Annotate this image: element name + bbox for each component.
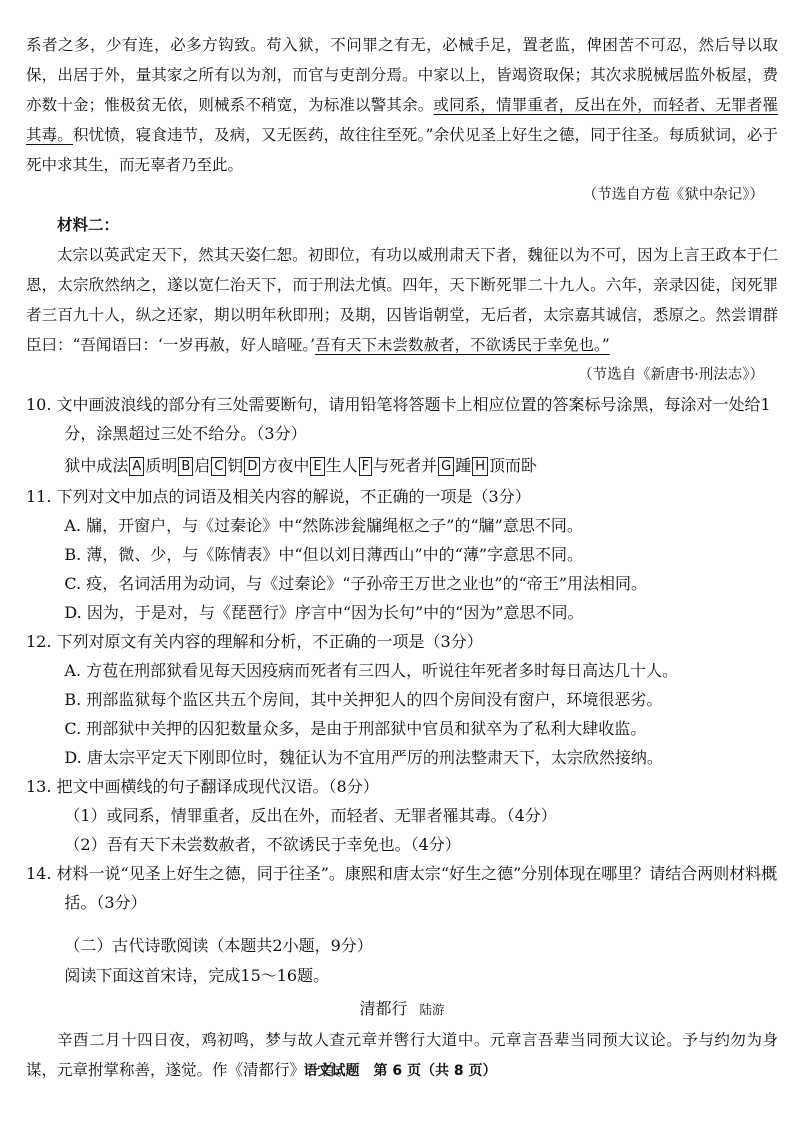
material1-text-c: 积忧愤，寝食违节，及病，又无医药，故往往至死。”余伏见圣上好生之德，同于往圣。每质狱词，必于死中求其生，而无辜者乃至此。	[26, 126, 778, 174]
q12-option-c: C. 刑部狱中关押的囚犯数量众多，是由于刑部狱中官员和狱卒为了私利大肆收监。	[64, 719, 647, 738]
question-12-stem: 12. 下列对原文有关内容的理解和分析，不正确的一项是（3分）	[26, 632, 483, 651]
poem-title-line	[26, 994, 778, 1025]
question-10: 10. 文中画波浪线的部分有三处需要断句，请用铅笔将答题卡上相应位置的答案标号涂黑，每涂对一处给1分，涂黑超过三处不给分。（3分）	[26, 395, 771, 443]
material1-text-a: 系者之多，少有连，必多方钩致。苟入狱，不问罪之有无，必械手足，置老监，俾困苦不可忍，然后导以取保，出居于外，量其家之所有以为剂，而官与吏剖分焉。中家以上，皆竭资取保；其次求脱械居监外板屋，费亦数十金；惟极贫无依，则械系不稍宽，为标准以警其余。	[26, 36, 778, 114]
q11-option-d: D. 因为，于是对，与《琵琶行》序言中“因为长句”中的“因为”意思不同。	[64, 603, 584, 622]
q10-box-d[interactable]: D	[244, 457, 260, 476]
q10-box-c[interactable]: C	[211, 457, 226, 476]
question-14: 14. 材料一说“见圣上好生之德，同于往圣”。康熙和唐太宗“好生之德”分别体现在哪里？请结合两则材料概括。（3分）	[26, 864, 778, 912]
q10-box-b[interactable]: B	[178, 457, 193, 476]
material2-underlined-sentence: 吾有天下未尝数赦者，不欲诱民于幸免也。”	[315, 336, 610, 354]
q12-option-d: D. 唐太宗平定天下刚即位时，魏征认为不宜用严厉的刑法整肃天下，太宗欣然接纳。	[64, 748, 663, 767]
q10-seg-8: 顶而卧	[489, 456, 538, 475]
question-13-stem: 13. 把文中画横线的句子翻译成现代汉语。（8分）	[26, 777, 379, 796]
material1-paragraph	[26, 30, 778, 180]
poem-title: 清都行	[359, 999, 408, 1018]
q10-sentence-with-boxes	[26, 450, 778, 482]
material2-source: （节选自《新唐书·刑法志》）	[578, 367, 764, 383]
q13-item-2: （2）吾有天下未尝数赦者，不欲诱民于幸免也。（4分）	[64, 835, 461, 854]
poem-preface: 辛酉二月十四日夜，鸡初鸣，梦与故人查元章并辔行大道中。元章言吾辈当同预大议论。予与约勿为身谋，元章拊掌称善，遂觉。作《清都行》一首。	[26, 1031, 778, 1079]
page-footer: 语文试题 第 6 页（共 8 页）	[303, 1063, 497, 1079]
q13-item-1: （1）或同系，情罪重者，反出在外，而轻者、无罪者罹其毒。（4分）	[64, 806, 557, 825]
material2-paragraph	[26, 240, 778, 360]
question-11-stem: 11. 下列对文中加点的词语及相关内容的解说，不正确的一项是（3分）	[26, 487, 531, 506]
q10-seg-4: 方夜中	[261, 456, 310, 475]
section-2-instruction: 阅读下面这首宋诗，完成15～16题。	[64, 966, 330, 985]
q10-box-e[interactable]: E	[310, 457, 324, 476]
q11-option-c: C. 疫，名词活用为动词，与《过秦论》“子孙帝王万世之业也”的“帝王”用法相同。	[64, 574, 647, 593]
material2-text-a: 太宗以英武定天下，然其天姿仁恕。初即位，有功以威刑肃天下者，魏征以为不可，因为上言王政本于仁恩，太宗欣然纳之，遂以宽仁治天下，而于刑法尤慎。四年，天下断死罪二十九人。六年，亲录囚徒，闵死罪者三百九十人，纵之还家，期以明年秋即刑；及期，囚皆诣朝堂，无后者，太宗嘉其诚信，悉原之。然尝谓群臣曰：“吾闻语曰：‘一岁再赦，好人暗哑。’	[26, 246, 778, 354]
q10-seg-3: 钥	[227, 456, 244, 475]
q10-seg-5: 生人	[325, 456, 358, 475]
q10-box-g[interactable]: G	[438, 457, 454, 476]
q10-seg-6: 与死者并	[373, 456, 438, 475]
q10-seg-2: 启	[194, 456, 211, 475]
q11-option-b: B. 薄，微、少，与《陈情表》中“但以刘日薄西山”中的“薄”字意思不同。	[64, 545, 584, 564]
q10-seg-1: 质明	[145, 456, 178, 475]
q10-box-f[interactable]: F	[359, 457, 372, 476]
q10-box-h[interactable]: H	[472, 457, 488, 476]
q10-box-a[interactable]: A	[129, 457, 144, 476]
material2-title: 材料二：	[57, 215, 120, 234]
q10-seg-7: 踵	[455, 456, 472, 475]
poem-author: 陆游	[419, 1002, 445, 1017]
material1-underlined-sentence: 或同系，情罪重者，反出在外，而轻者、无罪者罹其毒。	[26, 96, 778, 144]
q12-option-a: A. 方苞在刑部狱看见每天因疫病而死者有三四人，听说往年死者多时每日高达几十人。	[64, 661, 679, 680]
q10-seg-0: 狱中成法	[64, 456, 129, 475]
q11-option-a: A. 牖，开窗户，与《过秦论》中“然陈涉瓮牖绳枢之子”的“牖”意思不同。	[64, 516, 583, 535]
material1-source: （节选自方苞《狱中杂记》）	[582, 187, 764, 203]
q12-option-b: B. 刑部监狱每个监区共五个房间，其中关押犯人的四个房间没有窗户，环境很恶劣。	[64, 690, 663, 709]
section-2-heading: （二）古代诗歌阅读（本题共2小题，9分）	[64, 936, 373, 955]
